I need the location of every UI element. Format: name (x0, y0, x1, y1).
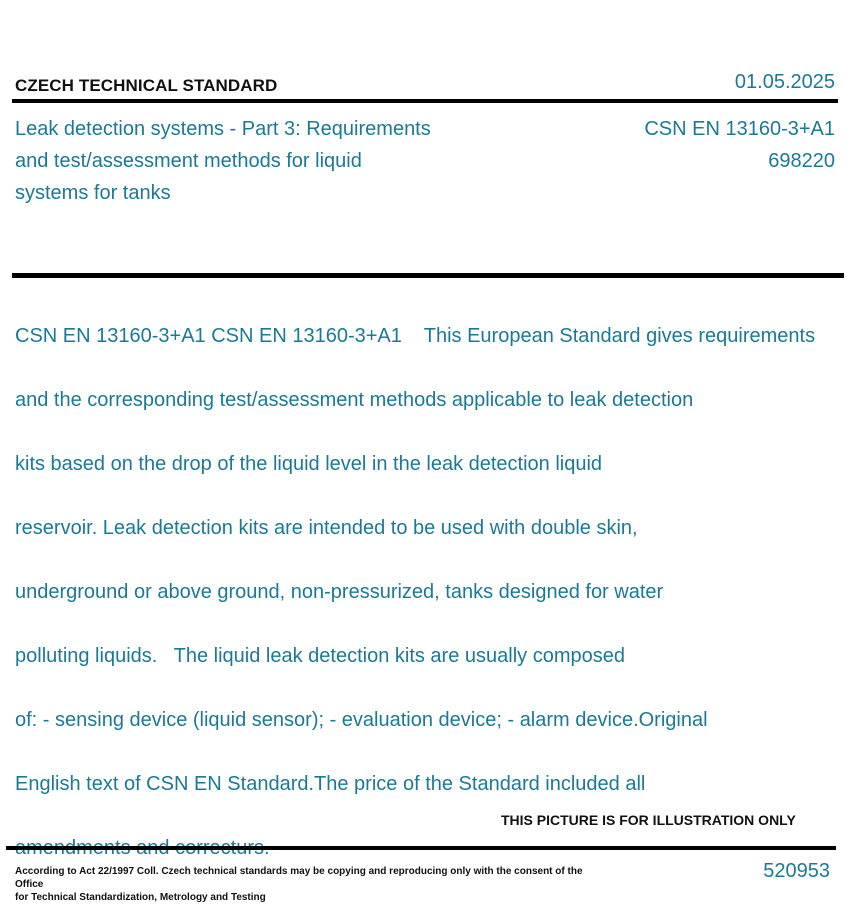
classification-code: 698220 (768, 150, 835, 172)
standard-type-label: CZECH TECHNICAL STANDARD (15, 76, 278, 95)
abstract-line: of: - sensing device (liquid sensor); - evaluation device; - alarm device.Original (15, 709, 708, 731)
header-divider (12, 99, 838, 103)
abstract-line: underground or above ground, non-pressurized, tanks designed for water (15, 581, 664, 603)
title-line: systems for tanks (15, 182, 171, 204)
publication-date: 01.05.2025 (734, 71, 835, 93)
legal-line: for Technical Standardization, Metrology and Testing (15, 892, 266, 903)
title-divider (12, 273, 844, 278)
abstract-line: CSN EN 13160-3+A1 CSN EN 13160-3+A1 This European Standard gives requirements (15, 325, 816, 347)
footer-divider (6, 846, 836, 850)
title-line: and test/assessment methods for liquid (15, 150, 362, 172)
legal-notice (15, 865, 595, 904)
title-line: Leak detection systems - Part 3: Requirements (15, 118, 431, 140)
standard-title (15, 113, 495, 209)
standard-code: CSN EN 13160-3+A1 (644, 118, 835, 140)
document-id: 520953 (763, 860, 830, 882)
legal-line: According to Act 22/1997 Coll. Czech technical standards may be copying and reproducing only with the consent of the Office (15, 866, 583, 890)
abstract-line: polluting liquids. The liquid leak detection kits are usually composed (15, 645, 625, 667)
abstract-line: English text of CSN EN Standard.The price of the Standard included all (15, 773, 646, 795)
abstract-line: and the corresponding test/assessment methods applicable to leak detection (15, 389, 694, 411)
abstract-line: kits based on the drop of the liquid level in the leak detection liquid (15, 453, 603, 475)
abstract-line: reservoir. Leak detection kits are intended to be used with double skin, (15, 517, 638, 539)
illustration-note: THIS PICTURE IS FOR ILLUSTRATION ONLY (501, 812, 796, 828)
